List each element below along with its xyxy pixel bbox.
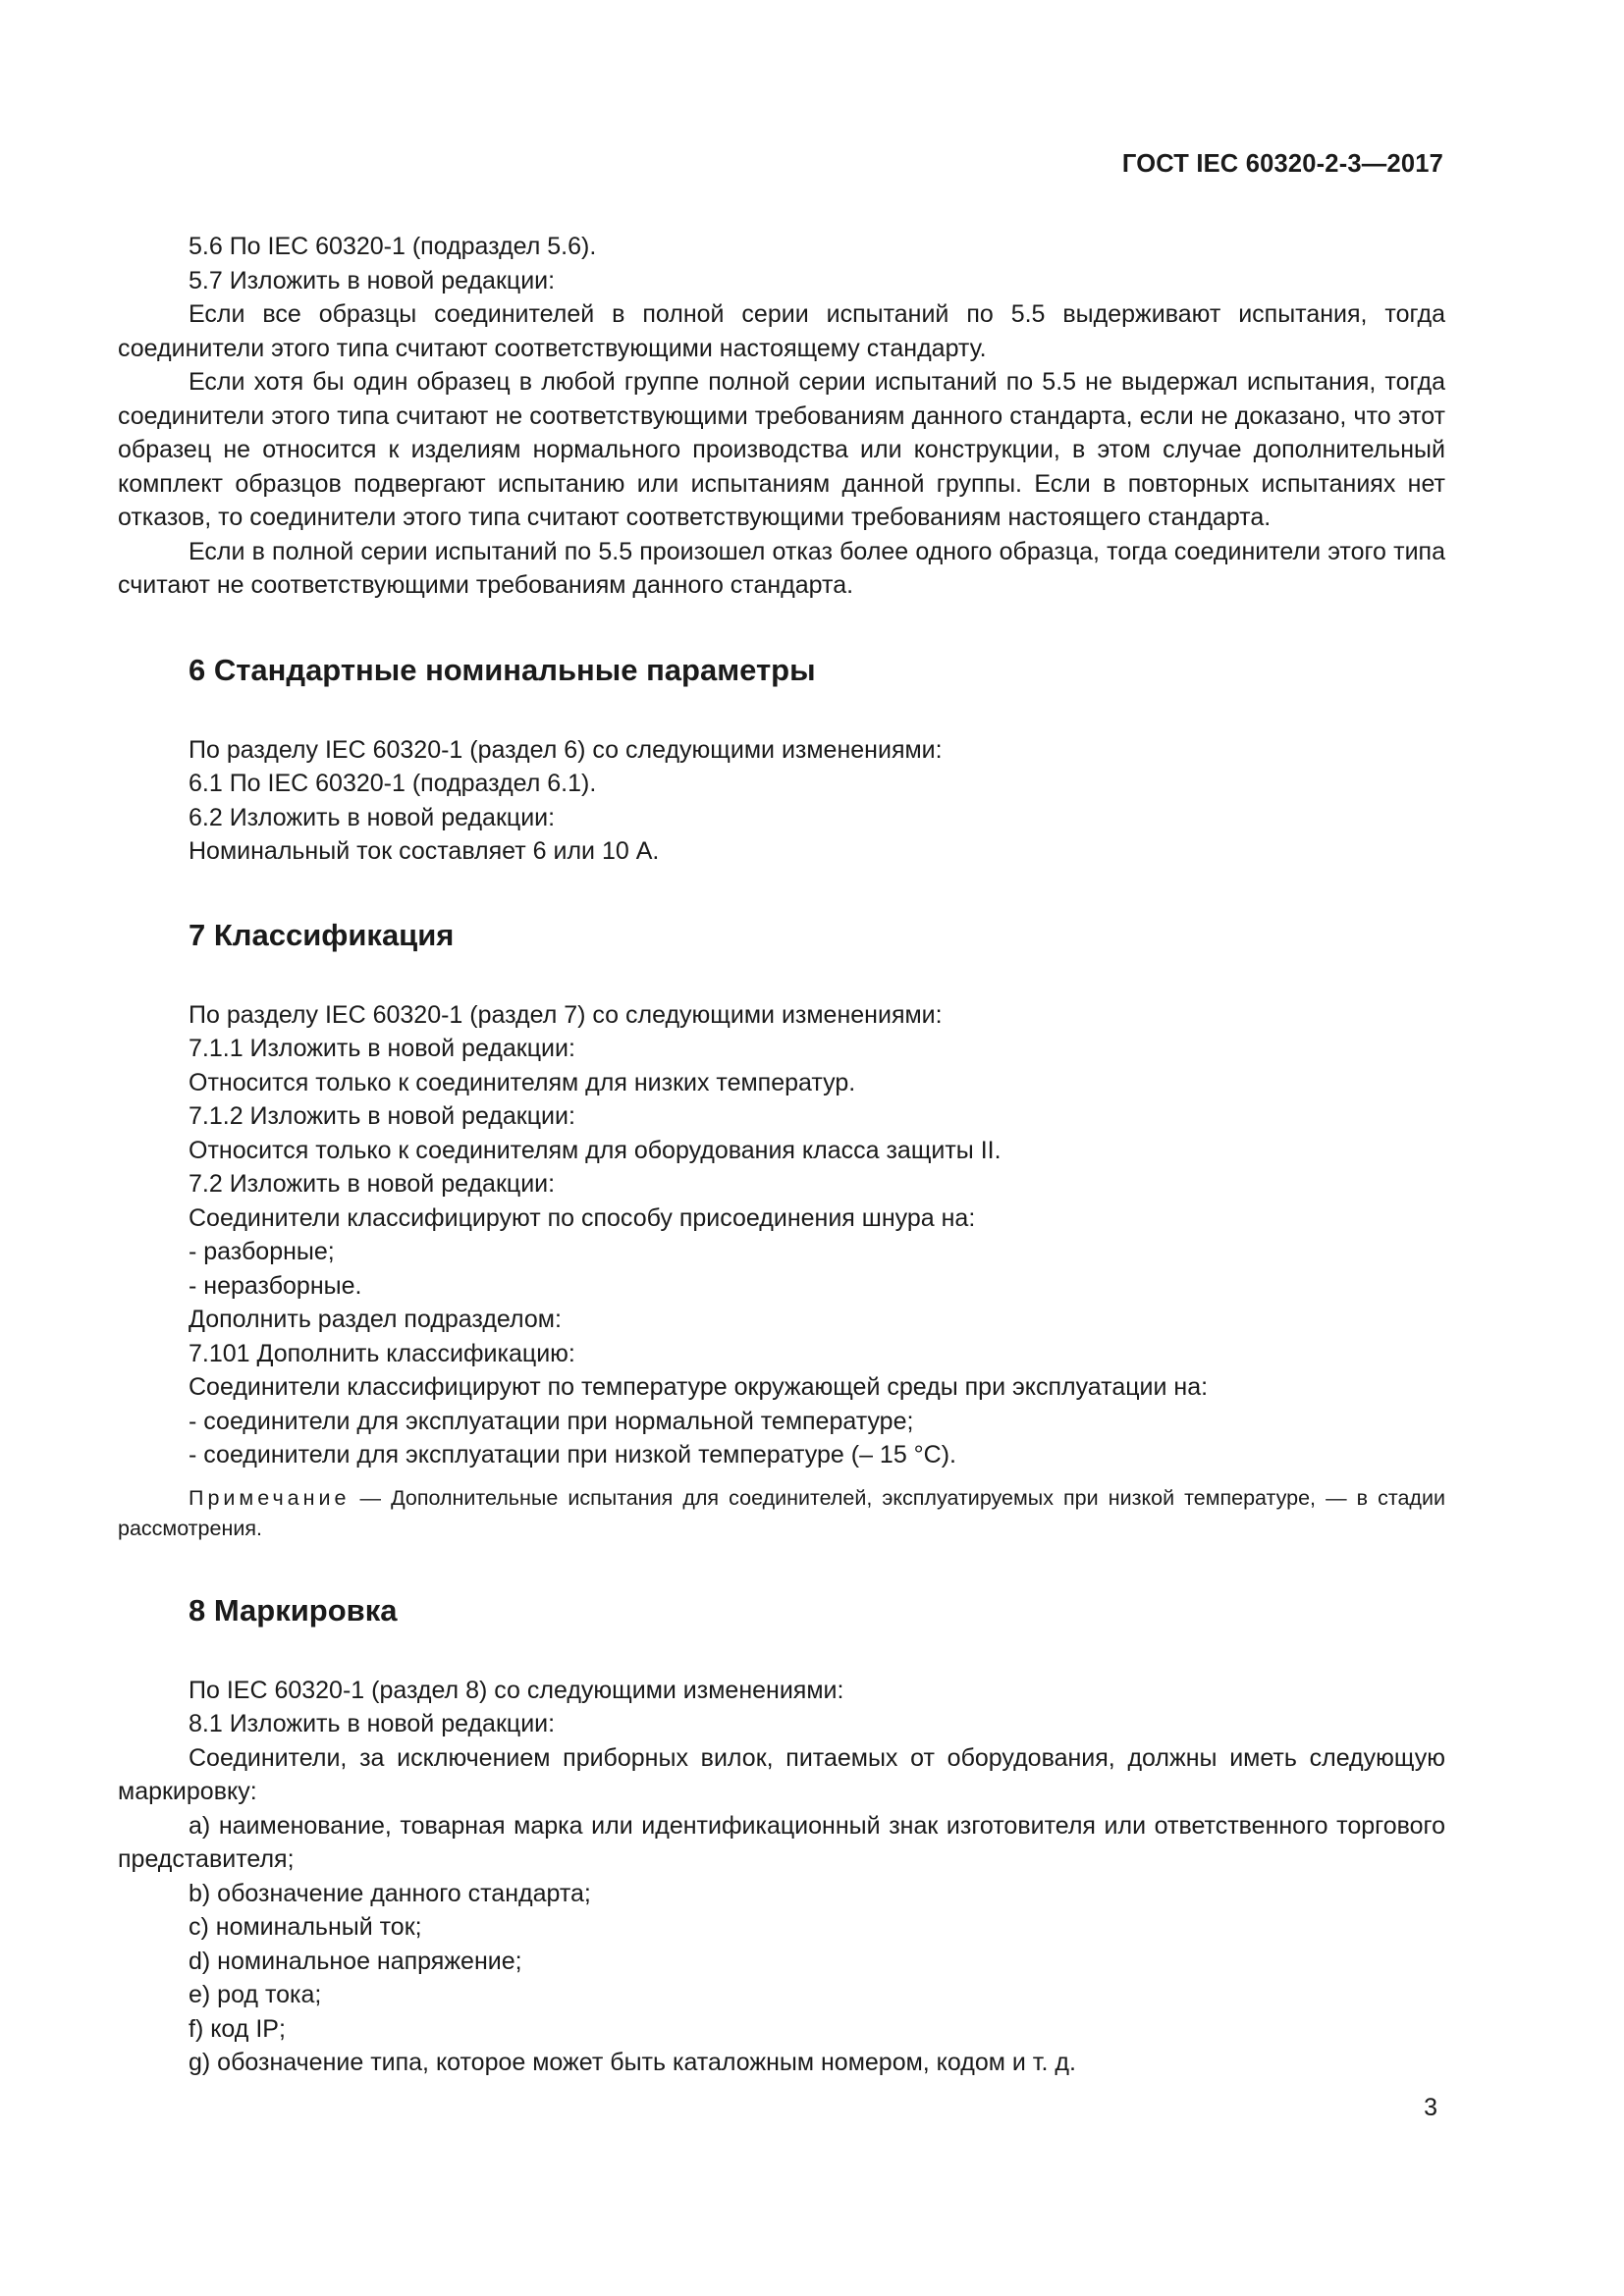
note-text: — Дополнительные испытания для соединителей, эксплуатируемых при низкой температуре, — в стадии рассмотрения.	[118, 1485, 1445, 1540]
list-item: b) обозначение данного стандарта;	[189, 1879, 591, 1907]
list-item: d) номинальное напряжение;	[189, 1947, 522, 1975]
list-item: f) код IP;	[189, 2014, 286, 2043]
paragraph: Относится только к соединителям для оборудования класса защиты II.	[189, 1136, 1001, 1164]
paragraph: По разделу IEC 60320-1 (раздел 6) со следующими изменениями:	[189, 735, 943, 764]
paragraph: По разделу IEC 60320-1 (раздел 7) со следующими изменениями:	[189, 1000, 943, 1029]
paragraph: Если хотя бы один образец в любой группе полной серии испытаний по 5.5 не выдержал испытания, тогда соединители этого типа считают не соответствующими требованиям данного стандарта, если не доказано, что этот образец не относится к изделиям нормального производства или конструкции, в этом случае дополнительный комплект образцов подвергают испытанию или испытаниям данной группы. Если в повторных испытаниях нет отказов, то соединители этого типа считают соответствующими требованиям настоящего стандарта.	[118, 368, 1445, 531]
paragraph: Дополнить раздел подразделом:	[189, 1306, 562, 1333]
paragraph: Соединители классифицируют по способу присоединения шнура на:	[189, 1203, 976, 1232]
paragraph: 7.1.1 Изложить в новой редакции:	[189, 1035, 575, 1062]
paragraph: 6.1 По IEC 60320-1 (подраздел 6.1).	[189, 770, 597, 797]
list-item: a) наименование, товарная марка или идентификационный знак изготовителя или ответственного торгового представителя;	[118, 1811, 1445, 1873]
paragraph: 5.7 Изложить в новой редакции:	[189, 266, 556, 294]
paragraph: 6.2 Изложить в новой редакции:	[189, 803, 556, 831]
page-header-doc-id: ГОСТ IEC 60320-2-3—2017	[1121, 150, 1443, 178]
list-item: - неразборные.	[189, 1271, 362, 1300]
paragraph: 7.2 Изложить в новой редакции:	[189, 1170, 556, 1198]
paragraph: 5.6 По IEC 60320-1 (подраздел 5.6).	[189, 233, 597, 260]
paragraph: Номинальный ток составляет 6 или 10 А.	[189, 837, 660, 865]
list-item: - соединители для эксплуатации при низкой температуре (– 15 °С).	[189, 1441, 957, 1468]
paragraph: По IEC 60320-1 (раздел 8) со следующими изменениями:	[189, 1676, 844, 1704]
section-7-heading: 7 Классификация	[189, 917, 455, 952]
paragraph: Если все образцы соединителей в полной серии испытаний по 5.5 выдерживают испытания, тогда соединители этого типа считают соответствующими настоящему стандарту.	[118, 300, 1445, 362]
section-8-heading: 8 Маркировка	[189, 1592, 398, 1628]
paragraph: Соединители классифицируют по температуре окружающей среды при эксплуатации на:	[189, 1373, 1209, 1401]
section-6-heading: 6 Стандартные номинальные параметры	[189, 652, 816, 687]
paragraph: Соединители, за исключением приборных вилок, питаемых от оборудования, должны иметь следующую маркировку:	[118, 1743, 1445, 1805]
document-body	[118, 230, 1445, 2080]
paragraph: 7.1.2 Изложить в новой редакции:	[189, 1102, 575, 1130]
paragraph: 8.1 Изложить в новой редакции:	[189, 1710, 556, 1737]
paragraph: Если в полной серии испытаний по 5.5 произошел отказ более одного образца, тогда соединители этого типа считают не соответствующими требованиям данного стандарта.	[118, 537, 1445, 599]
page-number: 3	[1424, 2094, 1437, 2121]
list-item: g) обозначение типа, которое может быть каталожным номером, кодом и т. д.	[189, 2049, 1076, 2076]
paragraph: Относится только к соединителям для низких температур.	[189, 1068, 856, 1096]
list-item: - соединители для эксплуатации при нормальной температуре;	[189, 1407, 914, 1435]
paragraph: 7.101 Дополнить классификацию:	[189, 1339, 575, 1367]
list-item: - разборные;	[189, 1238, 335, 1265]
note	[118, 1483, 1445, 1544]
note-label: Примечание	[189, 1485, 351, 1510]
list-item: c) номинальный ток;	[189, 1913, 422, 1941]
list-item: e) род тока;	[189, 1981, 322, 2008]
